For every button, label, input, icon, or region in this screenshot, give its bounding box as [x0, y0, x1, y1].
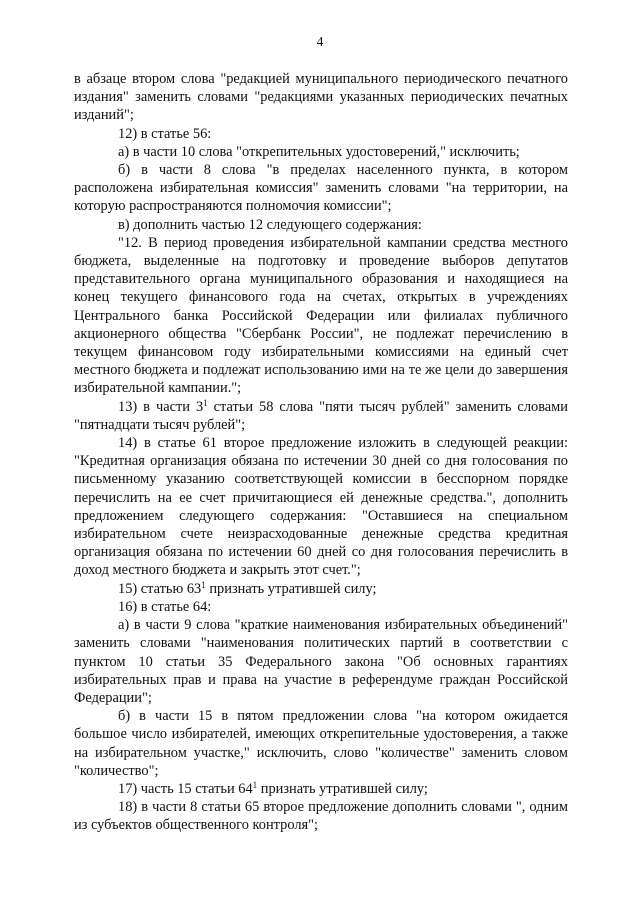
paragraph-13-text-before: 17) часть 15 статьи 64 [118, 780, 253, 797]
paragraph-13-text-after: признать утратившей силу; [257, 780, 428, 797]
paragraph-9 [74, 580, 568, 598]
paragraph-5: в) дополнить частью 12 следующего содержания: [118, 216, 422, 233]
paragraph-7-text-before: 13) в части 3 [118, 398, 204, 415]
paragraph-7 [74, 398, 568, 434]
document-body [74, 70, 568, 835]
paragraph-8: 14) в статье 61 второе предложение изложить в следующей реакции: "Кредитная организация обязана по истечении 30 дней со дня голосования по письменному указанию соответствующей комиссии в бесспорном порядке перечислить на ее счет причитающиеся ей денежные средства.", дополнить предложением следующего содержания: "Оставшиеся на специальном избирательном счете неизрасходованные денежные средства кредитная организация обязана по истечении 60 дней со дня голосования перечислить в доход местного бюджета и закрыть этот счет."; [74, 435, 568, 579]
paragraph-7-text-after: статьи 58 слова "пяти тысяч рублей" заменить словами "пятнадцати тысяч рублей"; [74, 398, 568, 433]
paragraph-12: б) в части 15 в пятом предложении слова "на котором ожидается большое число избирателей, имеющих открепительные удостоверения, а также на избирательном участке," исключить, слово "количестве" заменить словом "количество"; [74, 708, 568, 779]
paragraph-9-text-after: признать утратившей силу; [205, 580, 377, 597]
paragraph-10: 16) в статье 64: [118, 598, 212, 615]
paragraph-13 [74, 780, 568, 798]
superscript-index: 1 [203, 397, 208, 408]
paragraph-11: а) в части 9 слова "краткие наименования избирательных объединений" заменить словами "наименования политических партий в соответствии с пунктом 10 статьи 35 Федерального закона "Об основных гарантиях избирательных прав и права на участие в референдуме граждан Российской Федерации"; [74, 617, 568, 706]
superscript-index: 1 [201, 579, 206, 590]
paragraph-4: б) в части 8 слова "в пределах населенного пункта, в котором расположена избирательная комиссия" заменить словами "на территории, на которую распространяются полномочия комиссии"; [74, 162, 568, 215]
paragraph-9-text-before: 15) статью 63 [118, 580, 202, 597]
paragraph-6: "12. В период проведения избирательной кампании средства местного бюджета, выделенные на подготовку и проведение выборов депутатов представительного органа муниципального образования и находящиеся на конец текущего финансового года на счетах, открытых в учреждениях Центрального банка Российской Федерации или филиалах публичного акционерного общества "Сбербанк России", не подлежат перечислению в текущем финансовом году избирательными комиссиями на единый счет местного бюджета и подлежат использованию ими на те же цели до завершения избирательной кампании."; [74, 234, 568, 397]
superscript-index: 1 [252, 779, 258, 790]
page-number: 4 [316, 34, 324, 49]
paragraph-2: 12) в статье 56: [118, 125, 212, 142]
paragraph-1: в абзаце втором слова "редакцией муниципального периодического печатного издания" заменить словами "редакциями указанных периодических печатных изданий"; [74, 71, 568, 124]
paragraph-3: а) в части 10 слова "открепительных удостоверений," исключить; [118, 143, 520, 160]
paragraph-14: 18) в части 8 статьи 65 второе предложение дополнить словами ", одним из субъектов общественного контроля"; [74, 799, 568, 834]
